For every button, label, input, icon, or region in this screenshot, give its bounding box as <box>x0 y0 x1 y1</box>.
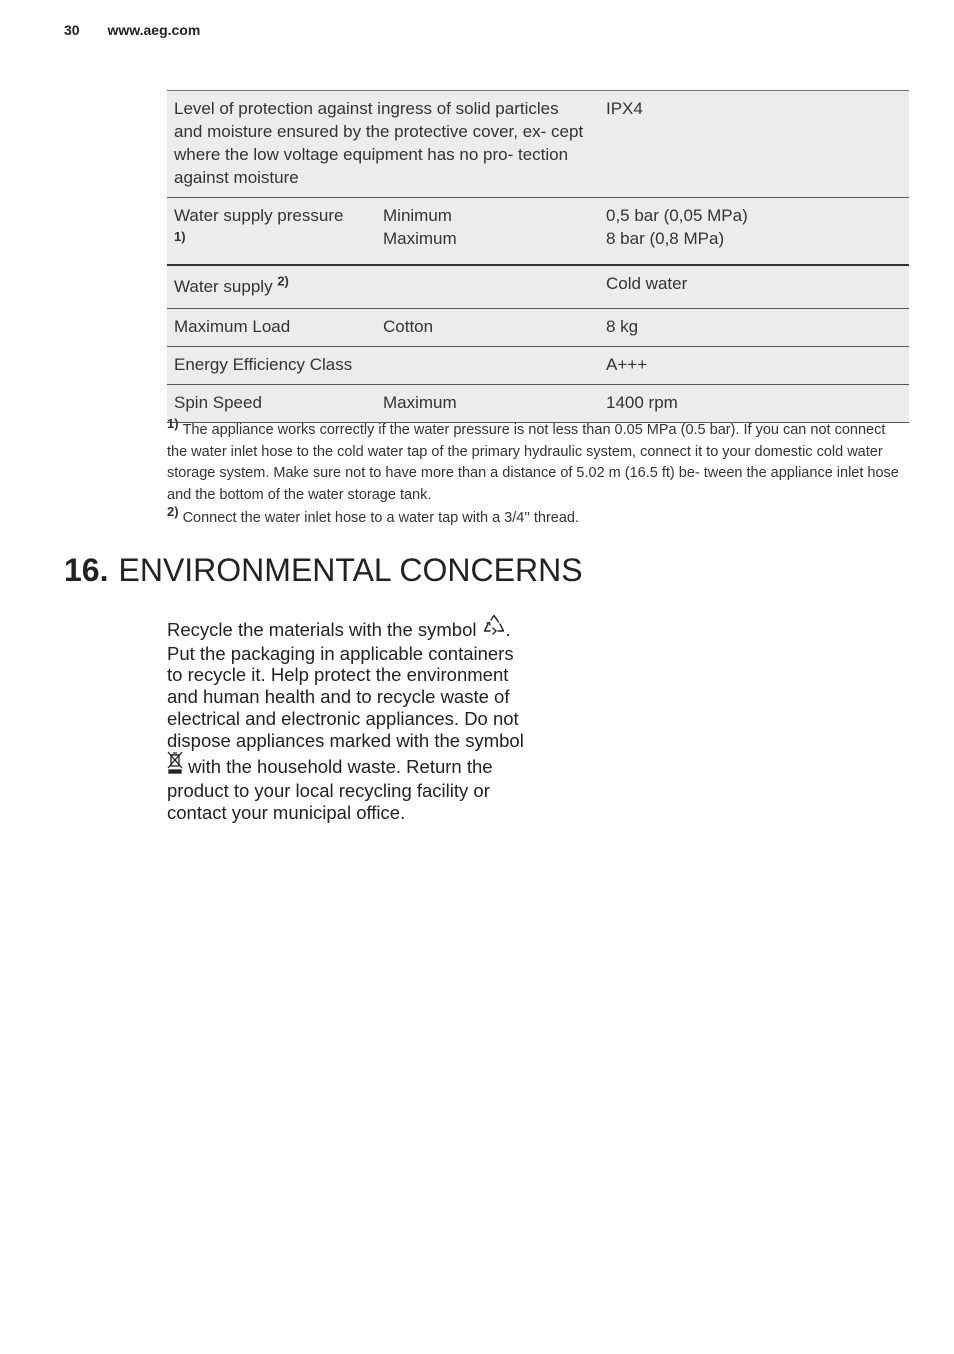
section-title: ENVIRONMENTAL CONCERNS <box>118 552 583 588</box>
footnote-ref: 1) <box>174 229 186 244</box>
footnotes <box>167 416 909 530</box>
row-sub <box>376 198 599 265</box>
recycle-icon <box>482 614 506 643</box>
table-row <box>167 309 909 347</box>
row-value: Cold water <box>599 265 909 309</box>
row-value: 8 kg <box>599 309 909 347</box>
footnote-text: Connect the water inlet hose to a water tap with a 3/4'' thread. <box>182 510 580 526</box>
section-body <box>167 614 527 823</box>
body-text-1: Recycle the materials with the symbol <box>167 619 477 640</box>
row-value: 1400 rpm <box>599 385 909 423</box>
row-sub: Cotton <box>376 309 599 347</box>
row-label <box>167 265 376 309</box>
row-label-text: Water supply pressure <box>174 206 344 225</box>
row-value: IPX4 <box>599 91 909 198</box>
footnote-ref: 2) <box>277 272 289 288</box>
section-heading <box>64 552 583 589</box>
row-sub: Maximum <box>376 385 599 423</box>
footnote-1 <box>167 416 909 506</box>
row-label: Spin Speed <box>167 385 376 423</box>
row-sub-min: Minimum <box>383 206 452 225</box>
body-paragraph <box>167 614 527 823</box>
crossed-bin-icon <box>167 751 183 780</box>
website-link[interactable]: www.aeg.com <box>107 22 201 38</box>
row-label <box>167 198 376 265</box>
body-text-2: . Put the packaging in applicable containers to recycle it. Help protect the environment and human health and to recycle waste of electrical and electronic appliances. Do not dispose appliances marked with the symbol <box>167 619 524 751</box>
row-sub <box>376 347 599 385</box>
row-value-min: 0,5 bar (0,05 MPa) <box>606 206 748 225</box>
row-label: Maximum Load <box>167 309 376 347</box>
row-label-text: Water supply <box>174 276 273 296</box>
technical-data-table <box>167 90 909 423</box>
page-number: 30 <box>64 22 80 38</box>
footnote-2 <box>167 504 909 530</box>
row-label: Level of protection against ingress of solid particles and moisture ensured by the protective cover, ex- cept where the low voltage equipment has no pro- tection against moisture <box>167 91 599 198</box>
row-value-max: 8 bar (0,8 MPa) <box>606 229 725 248</box>
table-row <box>167 347 909 385</box>
page-header <box>64 22 200 38</box>
row-label: Energy Efficiency Class <box>167 347 376 385</box>
row-sub-max: Maximum <box>383 229 457 248</box>
table-row <box>167 198 909 265</box>
section-number: 16. <box>64 552 109 588</box>
row-value <box>599 198 909 265</box>
table-row <box>167 265 909 309</box>
row-sub <box>376 265 599 309</box>
footnote-marker: 2) <box>167 504 179 520</box>
body-text-3: with the household waste. Return the product to your local recycling facility or contact your municipal office. <box>167 756 493 823</box>
table-row <box>167 91 909 198</box>
table-row <box>167 385 909 423</box>
footnote-text: The appliance works correctly if the water pressure is not less than 0.05 MPa (0.5 bar). If you can not connect the water inlet hose to the cold water tap of the primary hydraulic system, connect it to your domestic cold water storage system. Make sure not to have more than a distance of 5.02 m (16.5 ft) be- tween the appliance inlet hose and the bottom of the water storage tank. <box>167 422 899 503</box>
footnote-marker: 1) <box>167 416 179 432</box>
row-value: A+++ <box>599 347 909 385</box>
